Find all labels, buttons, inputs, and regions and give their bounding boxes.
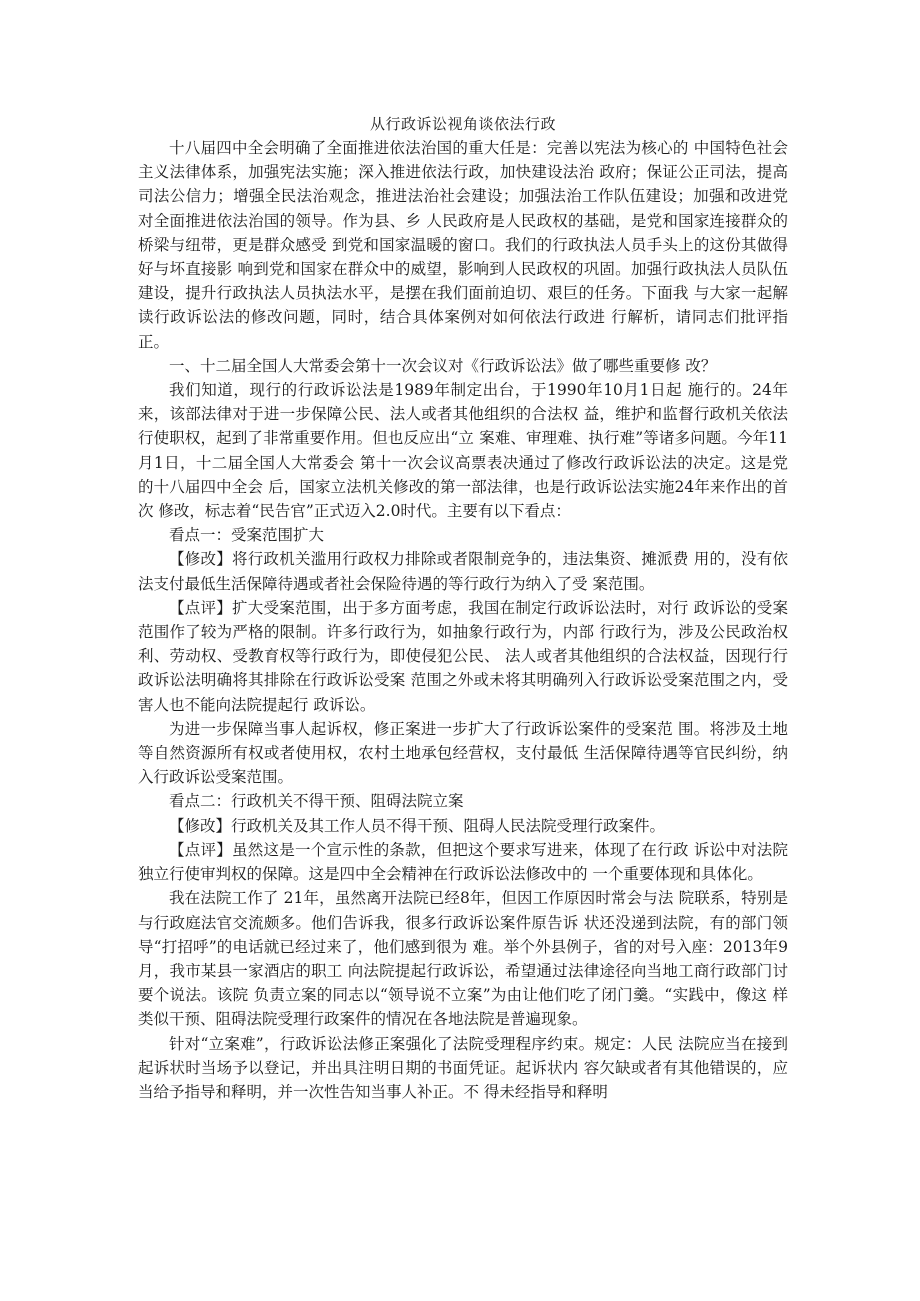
highlight-heading-1: 看点一：受案范围扩大: [169, 526, 325, 545]
paragraph-court-experience: 我在法院工作了 21年，虽然离开法院已经8年，但因工作原因时常会与法 院联系，特别是与行政庭法官交流颇多。他们告诉我，很多行政诉讼案件原告诉 状还没递到法院，有的部门领导“打招呼”的电话就已经过来了，他们感到很为 难。举个外县例子，省的对号入座：2013年9月，我市某县一家酒店的职工 向法院提起行政诉讼，希望通过法律途径向当地工商行政部门讨要个说法。该院 负责立案的同志以“领导说不立案”为由让他们吃了闭门羹。“实践中，像这 样类似干预、阻碍法院受理行政案件的情况在各地法院是普遍现象。: [138, 889, 788, 1029]
paragraph-comment-1: 【点评】扩大受案范围，出于多方面考虑，我国在制定行政诉讼法时，对行 政诉讼的受案范围作了较为严格的限制。许多行政行为，如抽象行政行为，内部 行政行为，涉及公民政治权利、劳动权、受教育权等行政行为，即使侵犯公民、 法人或者其他组织的合法权益，因现行行政诉讼法明确将其排除在行政诉讼受案 范围之外或未将其明确列入行政诉讼受案范围之内，受害人也不能向法院提起行 政诉讼。: [138, 598, 788, 714]
paragraph-amendment-2: 【修改】行政机关及其工作人员不得干预、阻碍人民法院受理行政案件。: [169, 816, 666, 835]
paragraph-intro: 十八届四中全会明确了全面推进依法治国的重大任是：完善以宪法为核心的 中国特色社会主义法律体系，加强宪法实施；深入推进依法行政，加快建设法治 政府；保证公正司法，提高司法公信力；增强全民法治观念，推进法治社会建设；加强法治工作队伍建设；加强和改进党对全面推进依法治国的领导。作为县、乡 人民政府是人民政权的基础，是党和国家连接群众的桥梁与纽带，更是群众感受 到党和国家温暖的窗口。我们的行政执法人员手头上的这份其做得好与坏直接影 响到党和国家在群众中的威望，影响到人民政权的巩固。加强行政执法人员队伍 建设，提升行政执法人员执法水平，是摆在我们面前迫切、艰巨的任务。下面我 与大家一起解读行政诉讼法的修改问题，同时，结合具体案例对如何依法行政进 行解析，请同志们批评指正。: [138, 139, 788, 351]
paragraph-comment-2: 【点评】虽然这是一个宣示性的条款，但把这个要求写进来，体现了在行政 诉讼中对法院独立行使审判权的保障。这是四中全会精神在行政诉讼法修改中的 一个重要体现和具体化。: [138, 840, 788, 884]
paragraph-filing-difficulty: 针对“立案难”，行政诉讼法修正案强化了法院受理程序约束。规定：人民 法院应当在接到起诉状时当场予以登记，并出具注明日期的书面凭证。起诉状内 容欠缺或者有其他错误的，应当给予指导和释明，并一次性告知当事人补正。不 得未经指导和释明: [138, 1034, 788, 1101]
paragraph-amendment-1: 【修改】将行政机关滥用行政权力排除或者限制竞争的，违法集资、摊派费 用的，没有依法支付最低生活保障待遇或者社会保险待遇的等行政行为纳入了受 案范围。: [138, 550, 788, 593]
paragraph-expansion: 为进一步保障当事人起诉权，修正案进一步扩大了行政诉讼案件的受案范 围。将涉及土地等自然资源所有权或者使用权，农村土地承包经营权，支付最低 生活保障待遇等官民纠纷，纳入行政诉讼受案范围。: [138, 719, 788, 787]
document-title: 从行政诉讼视角谈依法行政: [369, 115, 556, 133]
highlight-heading-2: 看点二：行政机关不得干预、阻碍法院立案: [169, 792, 464, 811]
section-heading-1: 一、十二届全国人大常委会第十一次会议对《行政诉讼法》做了哪些重要修 改？: [169, 356, 717, 375]
document-page: [138, 112, 788, 1104]
paragraph-background: 我们知道，现行的行政诉讼法是1989年制定出台，于1990年10月1日起 施行的。24年来，该部法律对于进一步保障公民、法人或者其他组织的合法权 益，维护和监督行政机关依法行使职权，起到了非常重要作用。但也反应出“立 案难、审理难、执行难”等诸多问题。今年11月1日，十二届全国人大常委会 第十一次会议高票表决通过了修改行政诉讼法的决定。这是党的十八届四中全会 后，国家立法机关修改的第一部法律，也是行政诉讼法实施24年来作出的首次 修改，标志着“民告官”正式迈入2.0时代。主要有以下看点：: [138, 381, 788, 521]
